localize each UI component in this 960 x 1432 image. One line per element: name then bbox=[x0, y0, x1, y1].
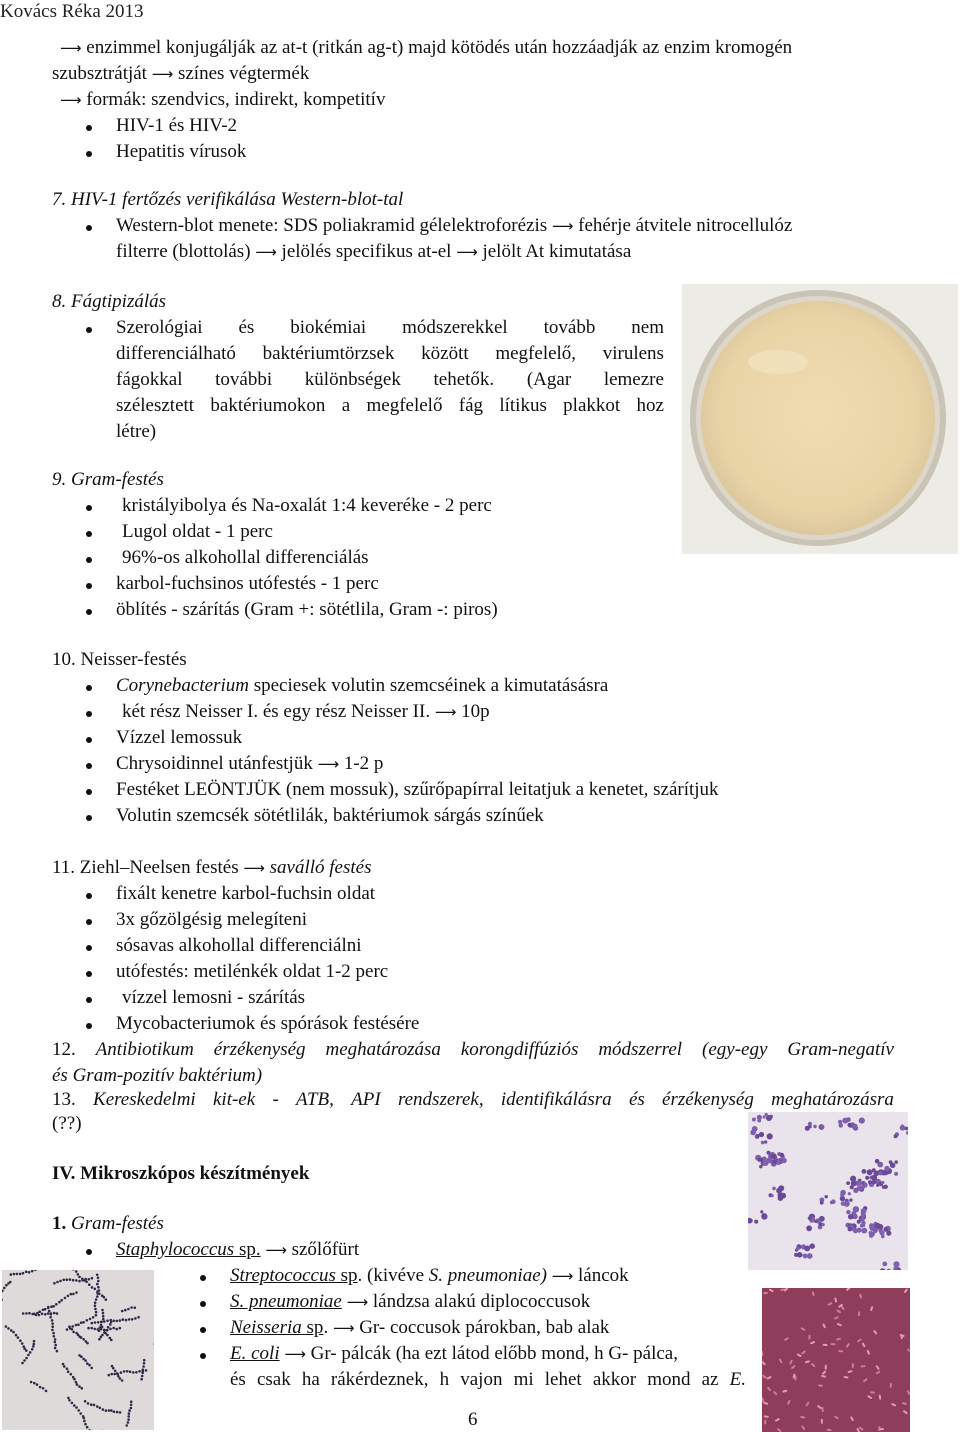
section-13-heading: 13. Kereskedelmi kit-ek - ATB, API rendszerek, identifikálásra és érzékenység meghatározásra bbox=[52, 1089, 894, 1110]
bullet-icon bbox=[86, 583, 92, 589]
paragraph-line: Szerológiai és biokémiai módszerekkel tovább nem bbox=[116, 317, 664, 338]
list-item: 3x gőzölgésig melegíteni bbox=[116, 909, 308, 930]
bullet-icon bbox=[200, 1353, 206, 1359]
page-number: 6 bbox=[468, 1409, 478, 1430]
list-item: kristályibolya és Na-oxalát 1:4 keveréke - 2 perc bbox=[122, 495, 492, 516]
list-item: sósavas alkohollal differenciálni bbox=[116, 935, 362, 956]
list-item: két rész Neisser I. és egy rész Neisser II. ⟶ 10p bbox=[122, 701, 490, 722]
bullet-icon bbox=[86, 225, 92, 231]
bullet-icon bbox=[200, 1275, 206, 1281]
arrow-icon: ⟶ bbox=[551, 1267, 574, 1285]
bullet-icon bbox=[86, 971, 92, 977]
section-11-heading: 11. Ziehl–Neelsen festés ⟶ saválló festés bbox=[52, 857, 372, 878]
section-10-heading: 10. Neisser-festés bbox=[52, 649, 187, 670]
bullet-icon bbox=[86, 1023, 92, 1029]
list-item: öblítés - szárítás (Gram +: sötétlila, Gram -: piros) bbox=[116, 599, 498, 620]
list-item: Neisseria sp. ⟶ Gr- coccusok párokban, bab alak bbox=[230, 1317, 610, 1338]
bullet-icon bbox=[86, 685, 92, 691]
arrow-icon: ⟶ bbox=[60, 91, 82, 109]
section-7-heading: 7. HIV-1 fertőzés verifikálása Western-blot-tal bbox=[52, 189, 404, 210]
bullet-icon bbox=[86, 737, 92, 743]
list-item: Vízzel lemossuk bbox=[116, 727, 243, 748]
list-item: Chrysoidinnel utánfestjük ⟶ 1-2 p bbox=[116, 753, 384, 774]
list-item: HIV-1 és HIV-2 bbox=[116, 115, 238, 136]
bullet-icon bbox=[86, 151, 92, 157]
e-coli-micrograph bbox=[762, 1288, 910, 1432]
e-coli-micrograph-graphic bbox=[762, 1288, 910, 1432]
arrow-icon: ⟶ bbox=[255, 243, 277, 261]
bullet-icon bbox=[86, 945, 92, 951]
bullet-icon bbox=[86, 609, 92, 615]
bullet-icon bbox=[200, 1301, 206, 1307]
page-header: Kovács Réka 2013 bbox=[0, 1, 144, 22]
arrow-icon: ⟶ bbox=[60, 39, 82, 57]
paragraph-line: differenciálható baktériumtörzsek között megfelelő, virulens bbox=[116, 343, 664, 364]
streptococcus-micrograph-graphic bbox=[2, 1270, 154, 1430]
arrow-icon: ⟶ bbox=[456, 243, 478, 261]
intro-line-2: ⟶ formák: szendvics, indirekt, kompetitív bbox=[60, 89, 386, 110]
list-item: Streptococcus sp. (kivéve S. pneumoniae) ⟶ láncok bbox=[230, 1265, 629, 1286]
intro-line-1: ⟶ enzimmel konjugálják az at-t (ritkán ag-t) majd kötödés után hozzáadják az enzim kromogén bbox=[60, 37, 793, 58]
bullet-icon bbox=[86, 557, 92, 563]
agar-plate-graphic bbox=[682, 284, 958, 554]
bullet-icon bbox=[86, 789, 92, 795]
bullet-icon bbox=[86, 763, 92, 769]
arrow-icon: ⟶ bbox=[151, 65, 174, 83]
list-item: karbol-fuchsinos utófestés - 1 perc bbox=[116, 573, 379, 594]
paragraph-line: fágokkal további különbségek tehetők. (Agar lemezre bbox=[116, 369, 664, 390]
list-item: 96%-os alkohollal differenciálás bbox=[122, 547, 369, 568]
staphylococcus-micrograph-graphic bbox=[748, 1112, 908, 1270]
arrow-icon: ⟶ bbox=[551, 217, 574, 235]
bullet-icon bbox=[86, 125, 92, 131]
arrow-icon: ⟶ bbox=[265, 1241, 287, 1259]
section-8-heading: 8. Fágtipizálás bbox=[52, 291, 167, 312]
bullet-icon bbox=[86, 815, 92, 821]
bullet-icon bbox=[86, 505, 92, 511]
arrow-icon: ⟶ bbox=[434, 703, 457, 721]
list-item: vízzel lemosni - szárítás bbox=[122, 987, 306, 1008]
list-item-continued: és csak ha rákérdeznek, h vajon mi lehet akkor mond az E. bbox=[230, 1369, 746, 1390]
bullet-icon bbox=[86, 1249, 92, 1255]
list-item: S. pneumoniae ⟶ lándzsa alakú diplococcusok bbox=[230, 1291, 591, 1312]
list-item: Volutin szemcsék sötétlilák, baktériumok sárgás színűek bbox=[116, 805, 544, 826]
list-item: Corynebacterium speciesek volutin szemcséinek a kimutatásásra bbox=[116, 675, 609, 696]
section-13-heading-continued: (??) bbox=[52, 1113, 82, 1134]
list-item: Lugol oldat - 1 perc bbox=[122, 521, 273, 542]
intro-line-1b: szubsztrátját ⟶ színes végtermék bbox=[52, 63, 310, 84]
arrow-icon: ⟶ bbox=[284, 1345, 306, 1363]
bullet-icon bbox=[86, 997, 92, 1003]
section-12-heading: 12. Antibiotikum érzékenység meghatározása korongdiffúziós módszerrel (egy-egy Gram-negatív bbox=[52, 1039, 894, 1060]
list-item-continued: filterre (blottolás) ⟶ jelölés specifikus at-el ⟶ jelölt At kimutatása bbox=[116, 241, 632, 262]
subsection-1-heading: 1. Gram-festés bbox=[52, 1213, 164, 1234]
list-item: Western-blot menete: SDS poliakramid gélelektroforézis ⟶ fehérje átvitele nitrocellulóz bbox=[116, 215, 793, 236]
streptococcus-micrograph bbox=[2, 1270, 154, 1430]
bullet-icon bbox=[86, 531, 92, 537]
paragraph-line: szélesztett baktériumokon a megfelelő fág lítikus plakkot hoz bbox=[116, 395, 664, 416]
section-iv-heading: IV. Mikroszkópos készítmények bbox=[52, 1163, 310, 1184]
section-12-heading-continued: és Gram-pozitív baktérium) bbox=[52, 1065, 263, 1086]
bullet-icon bbox=[86, 893, 92, 899]
section-9-heading: 9. Gram-festés bbox=[52, 469, 164, 490]
staphylococcus-micrograph bbox=[748, 1112, 908, 1270]
list-item: utófestés: metilénkék oldat 1-2 perc bbox=[116, 961, 389, 982]
list-item: Staphylococcus sp. ⟶ szőlőfürt bbox=[116, 1239, 360, 1260]
agar-plate-image bbox=[682, 284, 958, 554]
arrow-icon: ⟶ bbox=[332, 1319, 355, 1337]
bullet-icon bbox=[86, 711, 92, 717]
list-item: Mycobacteriumok és spórások festésére bbox=[116, 1013, 420, 1034]
bullet-icon bbox=[200, 1327, 206, 1333]
arrow-icon: ⟶ bbox=[346, 1293, 369, 1311]
bullet-icon bbox=[86, 919, 92, 925]
arrow-icon: ⟶ bbox=[317, 755, 340, 773]
list-item: Festéket LEÖNTJÜK (nem mossuk), szűrőpapírral leitatjuk a kenetet, szárítjuk bbox=[116, 779, 719, 800]
list-item: fixált kenetre karbol-fuchsin oldat bbox=[116, 883, 376, 904]
list-item: E. coli ⟶ Gr- pálcák (ha ezt látod előbb mond, h G- pálca, bbox=[230, 1343, 678, 1364]
paragraph-line: létre) bbox=[116, 421, 157, 442]
bullet-icon bbox=[86, 327, 92, 333]
list-item: Hepatitis vírusok bbox=[116, 141, 247, 162]
arrow-icon: ⟶ bbox=[243, 859, 265, 877]
